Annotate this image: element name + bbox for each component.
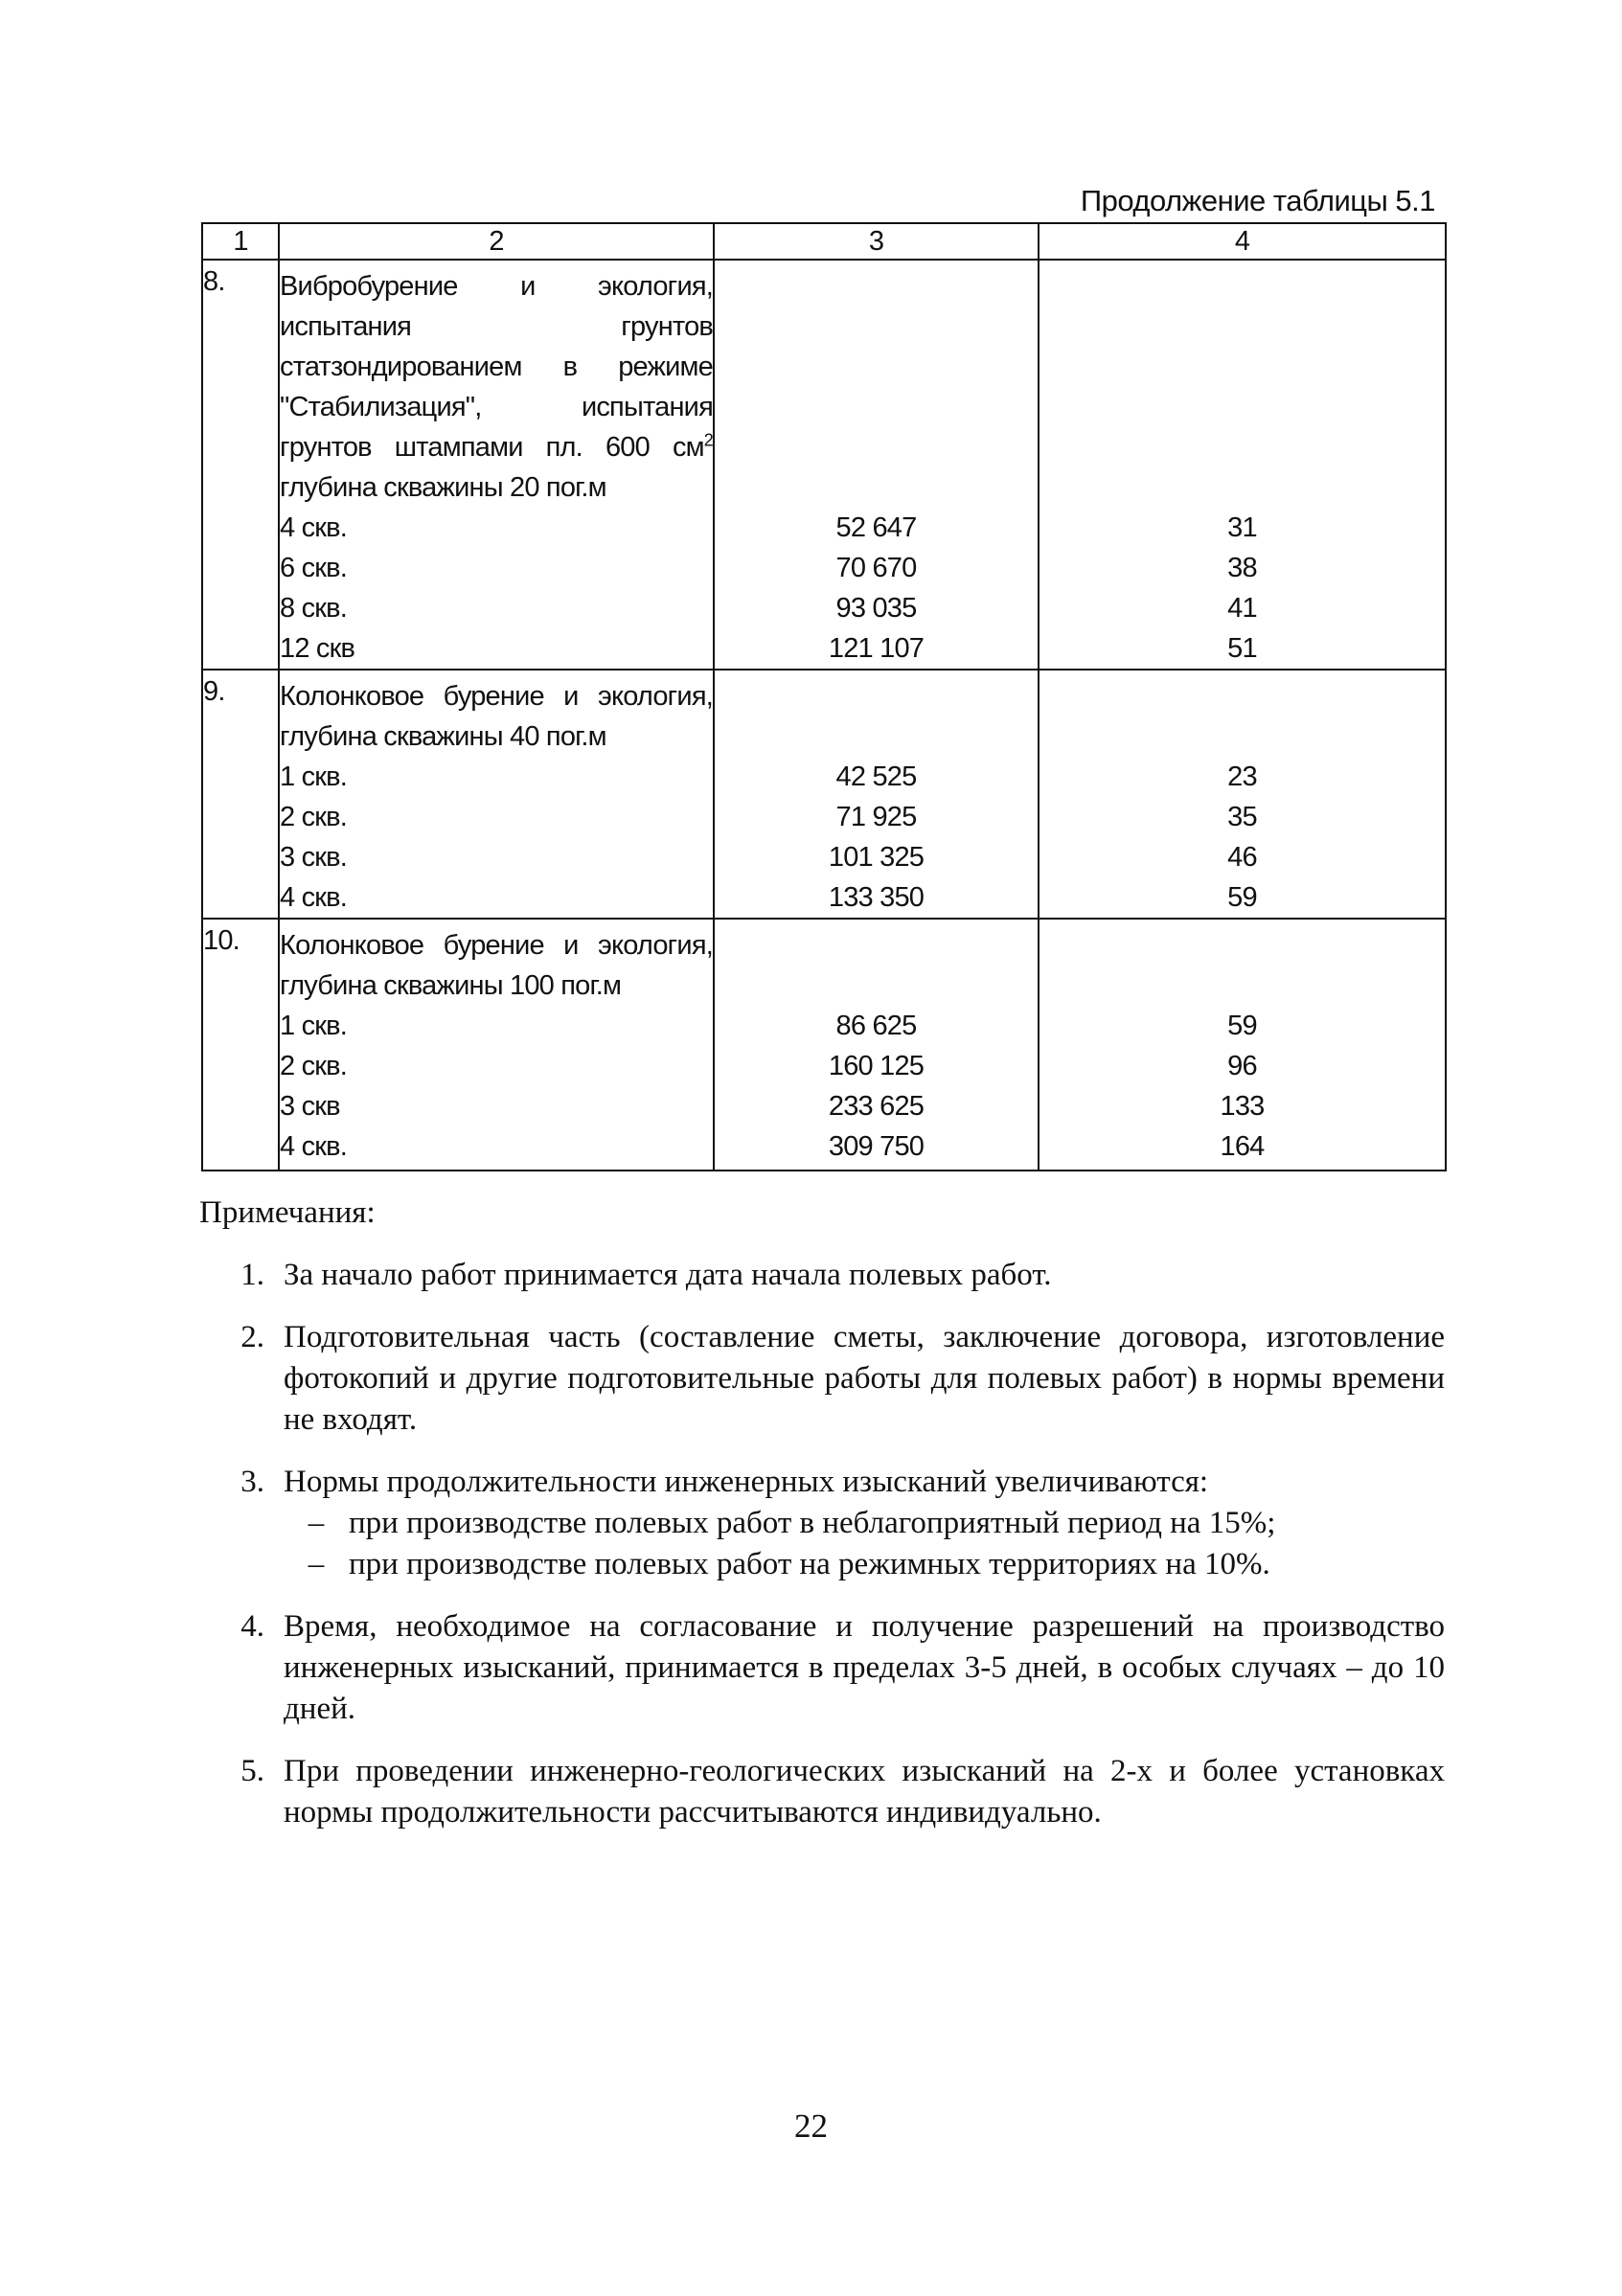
duration-value: 35	[1039, 797, 1446, 837]
wells-count: 2 скв.	[279, 797, 714, 837]
table-header-row	[202, 223, 1446, 260]
note-item	[199, 1255, 1445, 1296]
cost-value: 160 125	[714, 1046, 1039, 1086]
dash-marker: –	[308, 1547, 325, 1581]
cost-value: 121 107	[714, 628, 1039, 670]
note-item	[199, 1462, 1445, 1585]
table-row	[202, 548, 1446, 588]
note-text: Нормы продолжительности инженерных изысканий увеличиваются:	[284, 1465, 1209, 1499]
wells-count: 2 скв.	[279, 1046, 714, 1086]
table-caption: Продолжение таблицы 5.1	[1080, 184, 1435, 217]
table-row	[202, 1006, 1446, 1046]
wells-count: 3 скв.	[279, 837, 714, 877]
table-row	[202, 1086, 1446, 1126]
cost-value: 133 350	[714, 877, 1039, 919]
cost-value: 86 625	[714, 1006, 1039, 1046]
table-row	[202, 670, 1446, 757]
note-text: Подготовительная часть (составление сметы, заключение договора, изготовление фотокопий и другие подготовительные работы для полевых работ) в нормы времени не входят.	[284, 1320, 1445, 1437]
note-number: 5.	[240, 1754, 264, 1788]
cost-value: 52 647	[714, 508, 1039, 548]
table-row	[202, 919, 1446, 1006]
duration-value: 51	[1039, 628, 1446, 670]
cost-value: 93 035	[714, 588, 1039, 628]
table-row	[202, 757, 1446, 797]
note-item	[199, 1606, 1445, 1730]
table-row	[202, 628, 1446, 670]
row-number: 10.	[202, 919, 279, 1171]
column-header: 2	[279, 223, 714, 260]
note-item	[199, 1751, 1445, 1833]
wells-count: 4 скв.	[279, 1126, 714, 1171]
work-description: Колонковое бурение и экология, глубина скважины 100 пог.м	[279, 919, 714, 1006]
wells-count: 3 скв	[279, 1086, 714, 1126]
wells-count: 6 скв.	[279, 548, 714, 588]
column-header: 3	[714, 223, 1039, 260]
cost-value: 309 750	[714, 1126, 1039, 1171]
duration-value: 46	[1039, 837, 1446, 877]
row-number: 9.	[202, 670, 279, 919]
note-number: 3.	[240, 1465, 264, 1499]
cost-value: 70 670	[714, 548, 1039, 588]
duration-value: 133	[1039, 1086, 1446, 1126]
notes-section	[199, 1193, 1445, 1854]
table-row	[202, 508, 1446, 548]
note-text: За начало работ принимается дата начала полевых работ.	[284, 1258, 1052, 1292]
duration-value: 164	[1039, 1126, 1446, 1171]
note-subitem-text: при производстве полевых работ на режимных территориях на 10%.	[349, 1547, 1270, 1581]
table-row	[202, 260, 1446, 508]
wells-count: 1 скв.	[279, 1006, 714, 1046]
note-item	[199, 1317, 1445, 1441]
wells-count: 12 скв	[279, 628, 714, 670]
duration-value: 38	[1039, 548, 1446, 588]
table-row	[202, 837, 1446, 877]
duration-value: 59	[1039, 1006, 1446, 1046]
note-subitem	[284, 1544, 1445, 1585]
table-row	[202, 877, 1446, 919]
table-row	[202, 1046, 1446, 1086]
cost-value: 233 625	[714, 1086, 1039, 1126]
duration-value: 23	[1039, 757, 1446, 797]
wells-count: 4 скв.	[279, 508, 714, 548]
duration-value: 59	[1039, 877, 1446, 919]
table-row	[202, 1126, 1446, 1171]
cost-value: 42 525	[714, 757, 1039, 797]
duration-value: 96	[1039, 1046, 1446, 1086]
note-text: При проведении инженерно-геологических изысканий на 2-х и более установках нормы продолжительности рассчитываются индивидуально.	[284, 1754, 1445, 1830]
column-header: 1	[202, 223, 279, 260]
note-text: Время, необходимое на согласование и получение разрешений на производство инженерных изысканий, принимается в пределах 3-5 дней, в особых случаях – до 10 дней.	[284, 1609, 1445, 1726]
wells-count: 1 скв.	[279, 757, 714, 797]
duration-value: 31	[1039, 508, 1446, 548]
table-row	[202, 797, 1446, 837]
dash-marker: –	[308, 1506, 325, 1540]
column-header: 4	[1039, 223, 1446, 260]
page-number: 22	[794, 2107, 828, 2145]
wells-count: 8 скв.	[279, 588, 714, 628]
duration-table	[201, 222, 1447, 1171]
work-description: Вибробурение и экология, испытания грунтов статзондированием в режиме "Стабилизация", испытания грунтов штампами пл. 600 $см^2$ глубина скважины 20 пог.м	[279, 260, 714, 508]
note-body	[284, 1462, 1445, 1585]
note-subitem	[284, 1503, 1445, 1544]
cost-value: 101 325	[714, 837, 1039, 877]
note-number: 2.	[240, 1320, 264, 1354]
note-number: 1.	[240, 1258, 264, 1292]
note-number: 4.	[240, 1609, 264, 1644]
table-row	[202, 588, 1446, 628]
notes-title: Примечания:	[199, 1195, 376, 1230]
cost-value: 71 925	[714, 797, 1039, 837]
duration-value: 41	[1039, 588, 1446, 628]
row-number: 8.	[202, 260, 279, 670]
wells-count: 4 скв.	[279, 877, 714, 919]
note-subitem-text: при производстве полевых работ в неблагоприятный период на 15%;	[349, 1506, 1276, 1540]
work-description: Колонковое бурение и экология, глубина скважины 40 пог.м	[279, 670, 714, 757]
